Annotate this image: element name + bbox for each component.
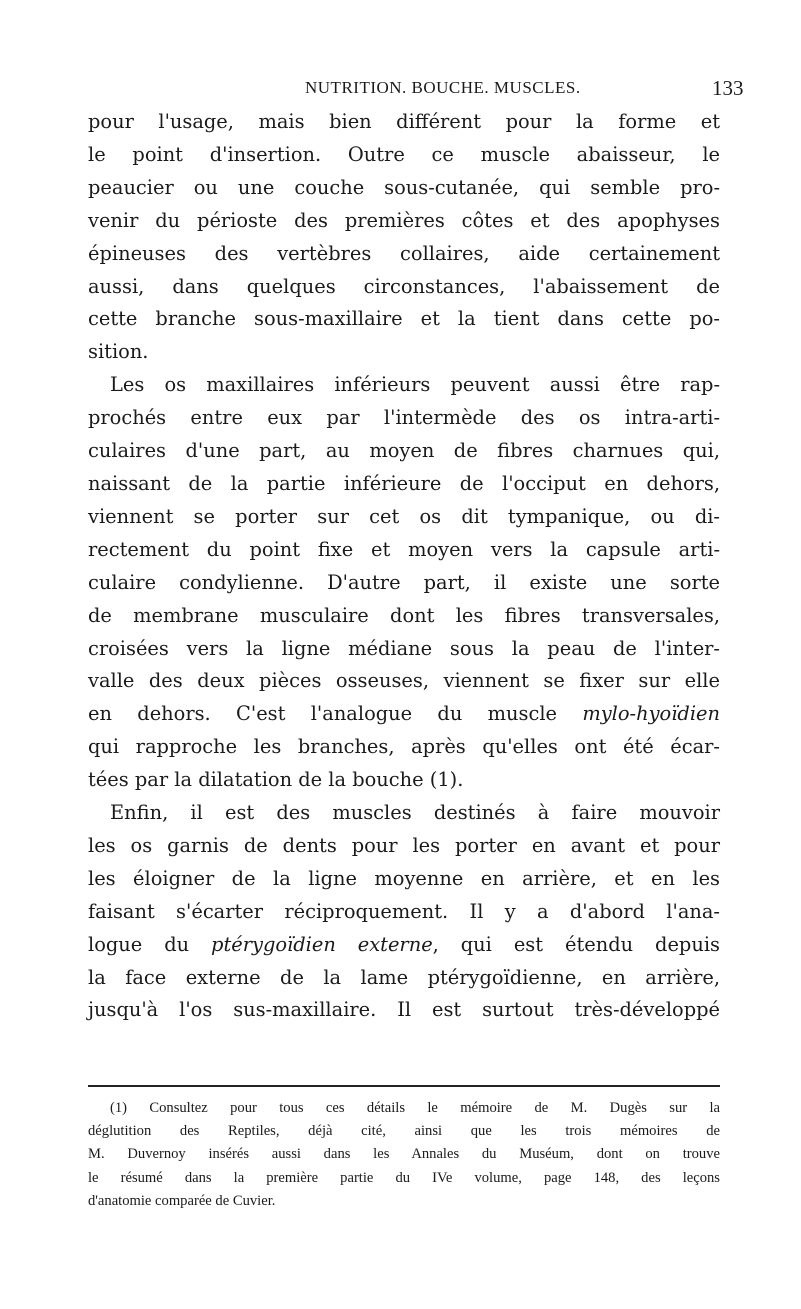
footnote-line: le résumé dans la première partie du IVe volume, page 148, des leçons [88, 1169, 720, 1186]
text-line-with-italic [88, 929, 720, 962]
text-segment: logue du [88, 932, 190, 956]
footnote-line: déglutition des Reptiles, déjà cité, ainsi que les trois mémoires de [88, 1123, 720, 1140]
text-line: qui rapproche les branches, après qu'elles ont été écar- [88, 735, 720, 759]
text-line: pour l'usage, mais bien différent pour la forme et [88, 110, 720, 133]
text-line: aussi, dans quelques circonstances, l'abaissement de [88, 274, 720, 298]
text-line: valle des deux pièces osseuses, viennent se fixer sur elle [88, 669, 720, 693]
italic-term-pterygoidien-externe: ptérygoïdien externe [211, 932, 433, 956]
paragraph-start: Les os maxillaires inférieurs peuvent aussi être rap- [110, 373, 720, 397]
text-line: faisant s'écarter réciproquement. Il y a d'abord l'ana- [88, 899, 720, 923]
text-line: épineuses des vertèbres collaires, aide certainement [88, 241, 720, 265]
footnote-line: M. Duvernoy insérés aussi dans les Annales du Muséum, dont on trouve [88, 1146, 720, 1163]
text-line: naissant de la partie inférieure de l'occiput en dehors, [88, 471, 720, 495]
italic-term-mylo-hyoidien: mylo-hyoïdien [582, 702, 720, 726]
text-line: croisées vers la ligne médiane sous la peau de l'inter- [88, 636, 720, 660]
text-line: venir du périoste des premières côtes et des apophyses [88, 208, 720, 232]
text-line: viennent se porter sur cet os dit tympanique, ou di- [88, 504, 720, 528]
text-segment: , qui est étendu depuis [432, 932, 720, 956]
footnote-line: d'anatomie comparée de Cuvier. [88, 1192, 276, 1209]
text-line: sition. [88, 340, 149, 364]
text-line: culaire condylienne. D'autre part, il existe une sorte [88, 570, 720, 594]
body-text [88, 106, 720, 1027]
text-line: cette branche sous-maxillaire et la tient dans cette po- [88, 307, 720, 331]
text-line: prochés entre eux par l'intermède des os intra-arti- [88, 406, 720, 430]
text-line: peaucier ou une couche sous-cutanée, qui semble pro- [88, 175, 720, 199]
text-line: les éloigner de la ligne moyenne en arrière, et en les [88, 866, 720, 890]
footnote [88, 1097, 720, 1213]
text-line: la face externe de la lame ptérygoïdienne, en arrière, [88, 965, 720, 989]
footnote-rule [88, 1085, 720, 1087]
page-number: 133 [712, 76, 744, 100]
paragraph-start: Enfin, il est des muscles destinés à faire mouvoir [110, 801, 720, 825]
text-line: de membrane musculaire dont les fibres transversales, [88, 603, 720, 627]
text-line: les os garnis de dents pour les porter en avant et pour [88, 833, 720, 857]
text-line: culaires d'une part, au moyen de fibres charnues qui, [88, 439, 720, 463]
running-head: NUTRITION. BOUCHE. MUSCLES. [305, 78, 581, 97]
text-segment: en dehors. C'est l'analogue du muscle [88, 702, 558, 726]
text-line: jusqu'à l'os sus-maxillaire. Il est surtout très-développé [88, 998, 720, 1022]
footnote-line: (1) Consultez pour tous ces détails le mémoire de M. Dugès sur la [110, 1100, 720, 1116]
text-line: tées par la dilatation de la bouche (1). [88, 768, 464, 792]
text-line: le point d'insertion. Outre ce muscle abaisseur, le [88, 142, 720, 166]
text-line: rectement du point fixe et moyen vers la capsule arti- [88, 537, 720, 561]
text-line-with-italic [88, 698, 720, 731]
